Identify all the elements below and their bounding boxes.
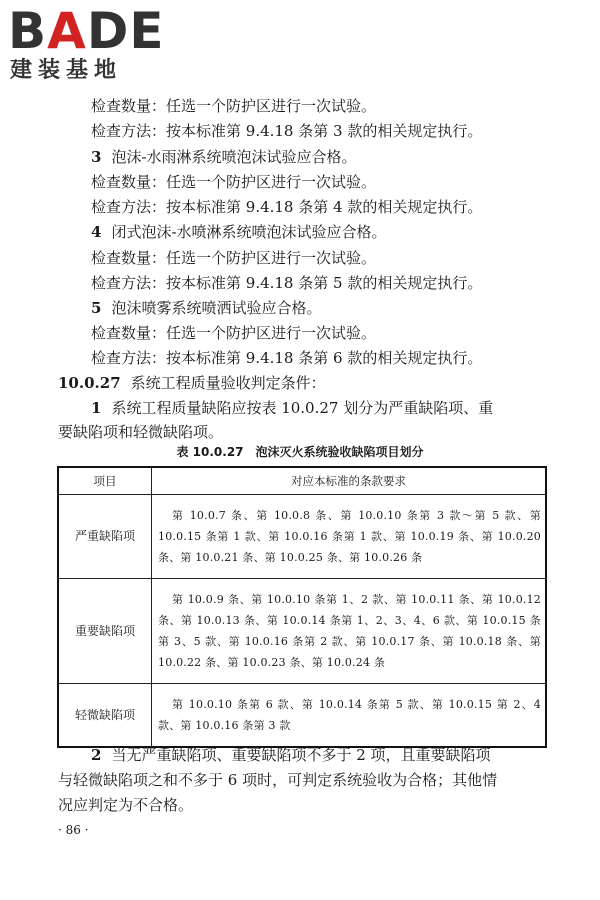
column-header: 对应本标准的条款要求 bbox=[152, 467, 547, 495]
item-1-line-2: 要缺陷项和轻微缺陷项。 bbox=[58, 423, 224, 441]
logo-subtitle: 建装基地 bbox=[10, 58, 123, 83]
check-quantity-line: 检查数量：任选一个防护区进行一次试验。 bbox=[91, 97, 377, 115]
check-method-line: 检查方法：按本标准第 9.4.18 条第 3 款的相关规定执行。 bbox=[91, 122, 483, 140]
defect-category: 严重缺陷项 bbox=[58, 495, 152, 579]
brand-logo bbox=[8, 4, 178, 84]
logo-wordmark: BADE bbox=[8, 2, 165, 60]
numbered-item: 3 泡沫-水雨淋系统喷泡沫试验应合格。 bbox=[91, 148, 357, 166]
check-method-line: 检查方法：按本标准第 9.4.18 条第 6 款的相关规定执行。 bbox=[91, 349, 483, 367]
clause-list: 第 10.0.7 条、第 10.0.8 条、第 10.0.10 条第 3 款～第 5 款、第 10.0.15 条第 1 款、第 10.0.16 条第 1 款、第 10.0.19 条、第 10.0.20 条、第 10.0.21 条、第 10.0.25 条、第 10.0.26 条 bbox=[152, 495, 547, 579]
table-row bbox=[58, 684, 546, 748]
table-title: 表 10.0.27 泡沫灭火系统验收缺陷项目划分 bbox=[176, 445, 424, 459]
defect-category: 轻微缺陷项 bbox=[58, 684, 152, 748]
item-1-line-1: 1 系统工程质量缺陷应按表 10.0.27 划分为严重缺陷项、重 bbox=[91, 399, 494, 417]
column-header: 项目 bbox=[58, 467, 152, 495]
check-method-line: 检查方法：按本标准第 9.4.18 条第 4 款的相关规定执行。 bbox=[91, 198, 483, 216]
check-method-line: 检查方法：按本标准第 9.4.18 条第 5 款的相关规定执行。 bbox=[91, 274, 483, 292]
item-2-line-2: 与轻微缺陷项之和不多于 6 项时，可判定系统验收为合格；其他情 bbox=[58, 771, 498, 789]
table-header-row bbox=[58, 467, 546, 495]
numbered-item: 5 泡沫喷雾系统喷洒试验应合格。 bbox=[91, 299, 322, 317]
defects-table bbox=[57, 466, 547, 748]
numbered-item: 4 闭式泡沫-水喷淋系统喷泡沫试验应合格。 bbox=[91, 223, 387, 241]
table-row bbox=[58, 579, 546, 684]
check-quantity-line: 检查数量：任选一个防护区进行一次试验。 bbox=[91, 324, 377, 342]
item-2-line-1: 2 当无严重缺陷项、重要缺陷项不多于 2 项，且重要缺陷项 bbox=[91, 746, 491, 764]
table-row bbox=[58, 495, 546, 579]
clause-list: 第 10.0.10 条第 6 款、第 10.0.14 条第 5 款、第 10.0.15 第 2、4 款、第 10.0.16 条第 3 款 bbox=[152, 684, 547, 748]
page-number: · 86 · bbox=[58, 823, 89, 837]
defect-category: 重要缺陷项 bbox=[58, 579, 152, 684]
check-quantity-line: 检查数量：任选一个防护区进行一次试验。 bbox=[91, 249, 377, 267]
item-2-line-3: 况应判定为不合格。 bbox=[58, 796, 194, 814]
check-quantity-line: 检查数量：任选一个防护区进行一次试验。 bbox=[91, 173, 377, 191]
clause-list: 第 10.0.9 条、第 10.0.10 条第 1、2 款、第 10.0.11 条、第 10.0.12 条、第 10.0.13 条、第 10.0.14 条第 1、2、3、4、6 款、第 10.0.15 条第 3、5 款、第 10.0.16 条第 2 款、第 10.0.17 条、第 10.0.18 条、第 10.0.22 条、第 10.0.23 条、第 10.0.24 条 bbox=[152, 579, 547, 684]
clause-heading: 10.0.27 系统工程质量验收判定条件： bbox=[58, 374, 326, 392]
